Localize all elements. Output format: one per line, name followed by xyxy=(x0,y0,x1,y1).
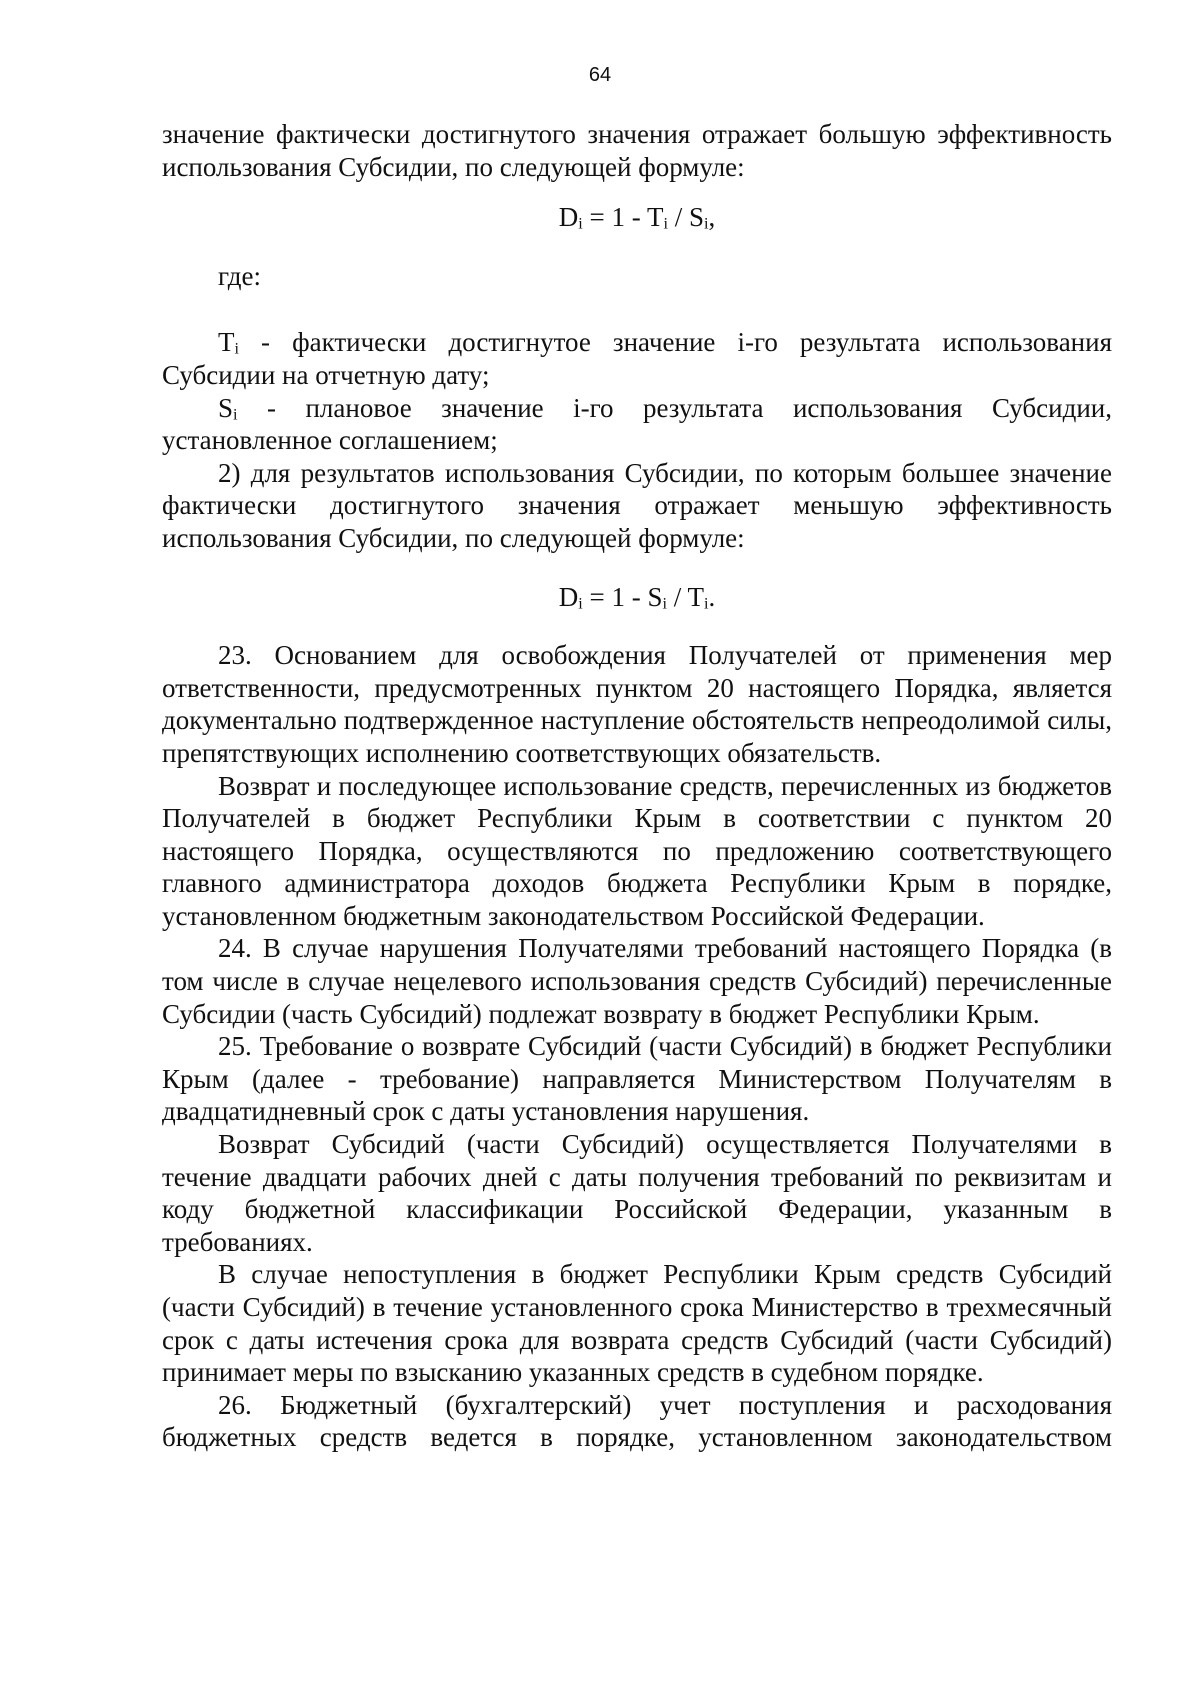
formula-direct: $D_i = 1 - T_i / S_i$, xyxy=(558,202,716,233)
page-number: 64 xyxy=(588,64,612,86)
paragraph-intro: значение фактически достигнутого значения отражает большую эффективность использования Субсидии, по следующей формуле: xyxy=(162,119,1112,182)
paragraph-23-return: Возврат и последующее использование средств, перечисленных из бюджетов Получателей в бюджет Республики Крым в соответствии с пунктом 20 настоящего Порядка, осуществляются по предложению соответствующего главного администратора доходов бюджета Республики Крым в порядке, установленном бюджетным законодательством Российской Федерации. xyxy=(162,770,1112,931)
paragraph-26: 26. Бюджетный (бухгалтерский) учет поступления и расходования бюджетных средств ведется в порядке, установленном законодательством xyxy=(162,1389,1112,1453)
paragraph-23: 23. Основанием для освобождения Получателей от применения мер ответственности, предусмотренных пунктом 20 настоящего Порядка, является документально подтвержденное наступление обстоятельств непреодолимой силы, препятствующих исполнению соответствующих обязательств. xyxy=(162,640,1112,768)
paragraph-item-2: 2) для результатов использования Субсидии, по которым большее значение фактически достигнутого значения отражает меньшую эффективность использования Субсидии, по следующей формуле: xyxy=(162,457,1112,553)
definition-s: $S_i$ - плановое значение i-го результата использования Субсидии, установленное соглашением; xyxy=(162,392,1112,456)
definition-t: $T_i$ - фактически достигнутое значение i-го результата использования Субсидии на отчетную дату; xyxy=(162,327,1112,390)
formula-inverse: $D_i = 1 - S_i / T_i$. xyxy=(558,581,716,612)
paragraph-24: 24. В случае нарушения Получателями требований настоящего Порядка (в том числе в случае нецелевого использования средств Субсидий) перечисленные Субсидии (часть Субсидий) подлежат возврату в бюджет Республики Крым. xyxy=(162,933,1112,1029)
paragraph-25: 25. Требование о возврате Субсидий (части Субсидий) в бюджет Республики Крым (далее - требование) направляется Министерством Получателям в двадцатидневный срок с даты установления нарушения. xyxy=(162,1031,1112,1127)
paragraph-25-recovery: В случае непоступления в бюджет Республики Крым средств Субсидий (части Субсидий) в течение установленного срока Министерство в трехмесячный срок с даты истечения срока для возврата средств Субсидий (части Субсидий) принимает меры по взысканию указанных средств в судебном порядке. xyxy=(162,1259,1112,1388)
document-body xyxy=(162,118,1112,1454)
paragraph-25-return: Возврат Субсидий (части Субсидий) осуществляется Получателями в течение двадцати рабочих дней с даты получения требований по реквизитам и коду бюджетной классификации Российской Федерации, указанным в требованиях. xyxy=(162,1129,1112,1257)
where-label: где: xyxy=(218,260,261,291)
